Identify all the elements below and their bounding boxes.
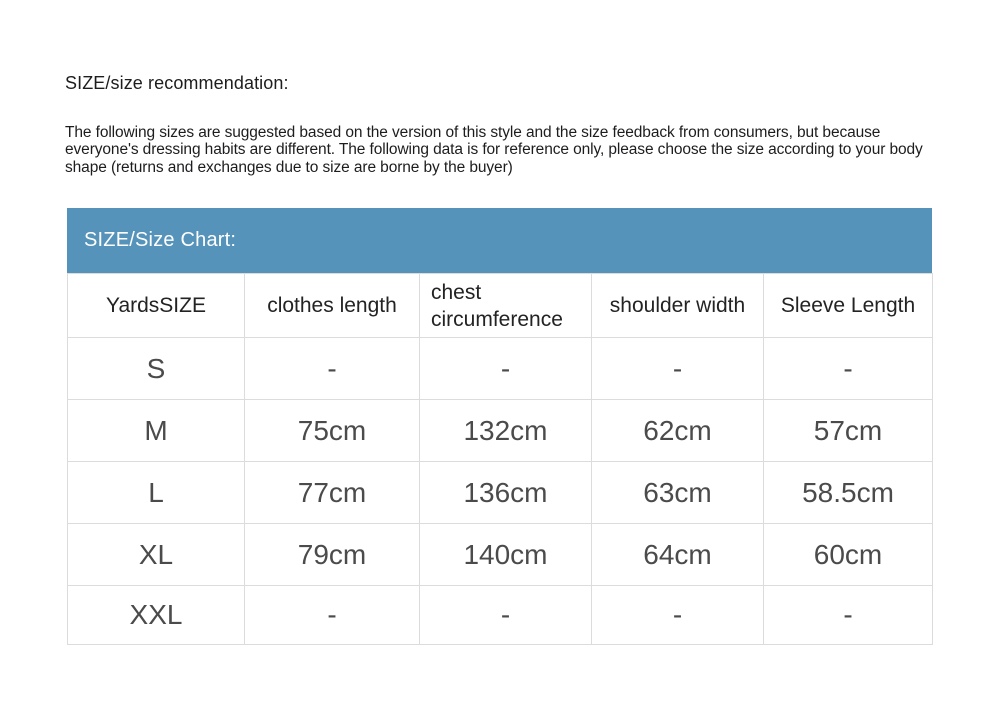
cell-shoulder-width: 64cm: [592, 524, 764, 586]
cell-size: M: [68, 400, 245, 462]
cell-shoulder-width: 62cm: [592, 400, 764, 462]
cell-sleeve-length: 57cm: [764, 400, 933, 462]
size-chart-section: [67, 208, 932, 645]
page-heading: SIZE/size recommendation:: [65, 73, 289, 93]
cell-sleeve-length: -: [764, 586, 933, 645]
table-row-s: [68, 338, 933, 400]
size-chart-title-bar: [67, 208, 932, 273]
cell-size: S: [68, 338, 245, 400]
column-header-chest-circumference: chest circumference: [420, 274, 592, 338]
cell-chest-circumference: 136cm: [420, 462, 592, 524]
table-row-xxl: [68, 586, 933, 645]
cell-clothes-length: 75cm: [245, 400, 420, 462]
cell-shoulder-width: -: [592, 586, 764, 645]
column-header-shoulder-width: shoulder width: [592, 274, 764, 338]
cell-clothes-length: -: [245, 338, 420, 400]
table-header-row: [68, 274, 933, 338]
table-row-l: [68, 462, 933, 524]
table-row-m: [68, 400, 933, 462]
cell-clothes-length: -: [245, 586, 420, 645]
cell-sleeve-length: 58.5cm: [764, 462, 933, 524]
size-chart-table: [67, 273, 933, 645]
size-chart-title: SIZE/Size Chart:: [84, 229, 237, 251]
cell-shoulder-width: 63cm: [592, 462, 764, 524]
cell-chest-circumference: -: [420, 586, 592, 645]
cell-clothes-length: 79cm: [245, 524, 420, 586]
cell-chest-circumference: 132cm: [420, 400, 592, 462]
size-description: The following sizes are suggested based on the version of this style and the size feedback from consumers, but because everyone's dressing habits are different. The following data is for reference only, please choose the size according to your body shape (returns and exchanges due to size are borne by the buyer): [65, 124, 923, 176]
table-row-xl: [68, 524, 933, 586]
cell-sleeve-length: -: [764, 338, 933, 400]
cell-chest-circumference: 140cm: [420, 524, 592, 586]
column-header-size: YardsSIZE: [68, 274, 245, 338]
cell-chest-circumference: -: [420, 338, 592, 400]
cell-clothes-length: 77cm: [245, 462, 420, 524]
cell-sleeve-length: 60cm: [764, 524, 933, 586]
cell-size: L: [68, 462, 245, 524]
column-header-clothes-length: clothes length: [245, 274, 420, 338]
cell-size: XXL: [68, 586, 245, 645]
cell-shoulder-width: -: [592, 338, 764, 400]
cell-size: XL: [68, 524, 245, 586]
column-header-sleeve-length: Sleeve Length: [764, 274, 933, 338]
